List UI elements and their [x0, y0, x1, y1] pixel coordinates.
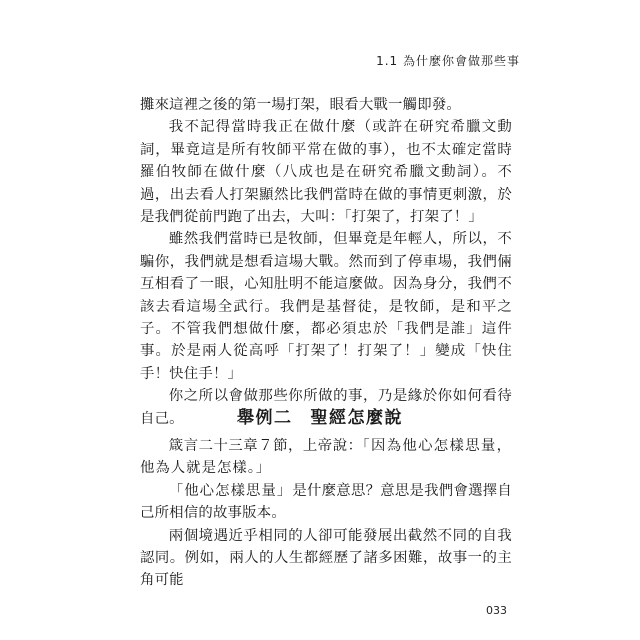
verse-reference: 箴言二十三章７節，上帝說：	[168, 438, 363, 454]
paragraph	[140, 480, 512, 525]
body-text-block-2	[140, 435, 512, 592]
running-header: 1.1 為什麼你會做那些事	[376, 54, 520, 68]
body-text-block-1	[140, 94, 512, 430]
section-heading-title: 聖經怎麼說	[310, 408, 403, 428]
paragraph: 你之所以會做那些你所做的事，乃是緣於你如何看待自己。	[140, 388, 512, 427]
section-heading	[0, 403, 640, 428]
paragraph: 雖然我們當時已是牧師，但畢竟是年輕人，所以，不騙你，我們就是想看這場大戰。然而到了停車場，我們倆互相看了一眼，心知肚明不能這麼做。因為身分，我們不該去看這場全武行。我們是基督徒，是牧師，是和平之子。不管我們想做什麼，都必須忠於「我們是誰」這件事。於是兩人從高呼「打架了！打架了！」變成「快住手！快住手！」	[140, 231, 512, 382]
paragraph: 我不記得當時我正在做什麼（或許在研究希臘文動詞，畢竟這是所有牧師平常在做的事），也不太確定當時羅伯牧師在做什麼（八成也是在研究希臘文動詞）。不過，出去看人打架顯然比我們當時在做的事情更刺激，於是我們從前門跑了出去，大叫：「打架了，打架了！」	[140, 119, 512, 226]
scripture-quote: 「因為他心怎樣思量，他為人就是怎樣。」	[140, 438, 512, 477]
paragraph: 攤來這裡之後的第一場打架，眼看大戰一觸即發。	[140, 97, 461, 113]
scripture-quote: 「他心怎樣思量」	[168, 482, 293, 499]
paragraph-text: 是什麼意思？意思是我們會選擇自己所相信的故事版本。	[140, 482, 512, 522]
section-heading-label: 舉例二	[237, 408, 293, 428]
paragraph	[140, 435, 512, 480]
paragraph: 兩個境遇近乎相同的人卻可能發展出截然不同的自我認同。例如，兩人的人生都經歷了諸多困難，故事一的主角可能	[140, 527, 512, 589]
page-number: 033	[486, 604, 507, 617]
